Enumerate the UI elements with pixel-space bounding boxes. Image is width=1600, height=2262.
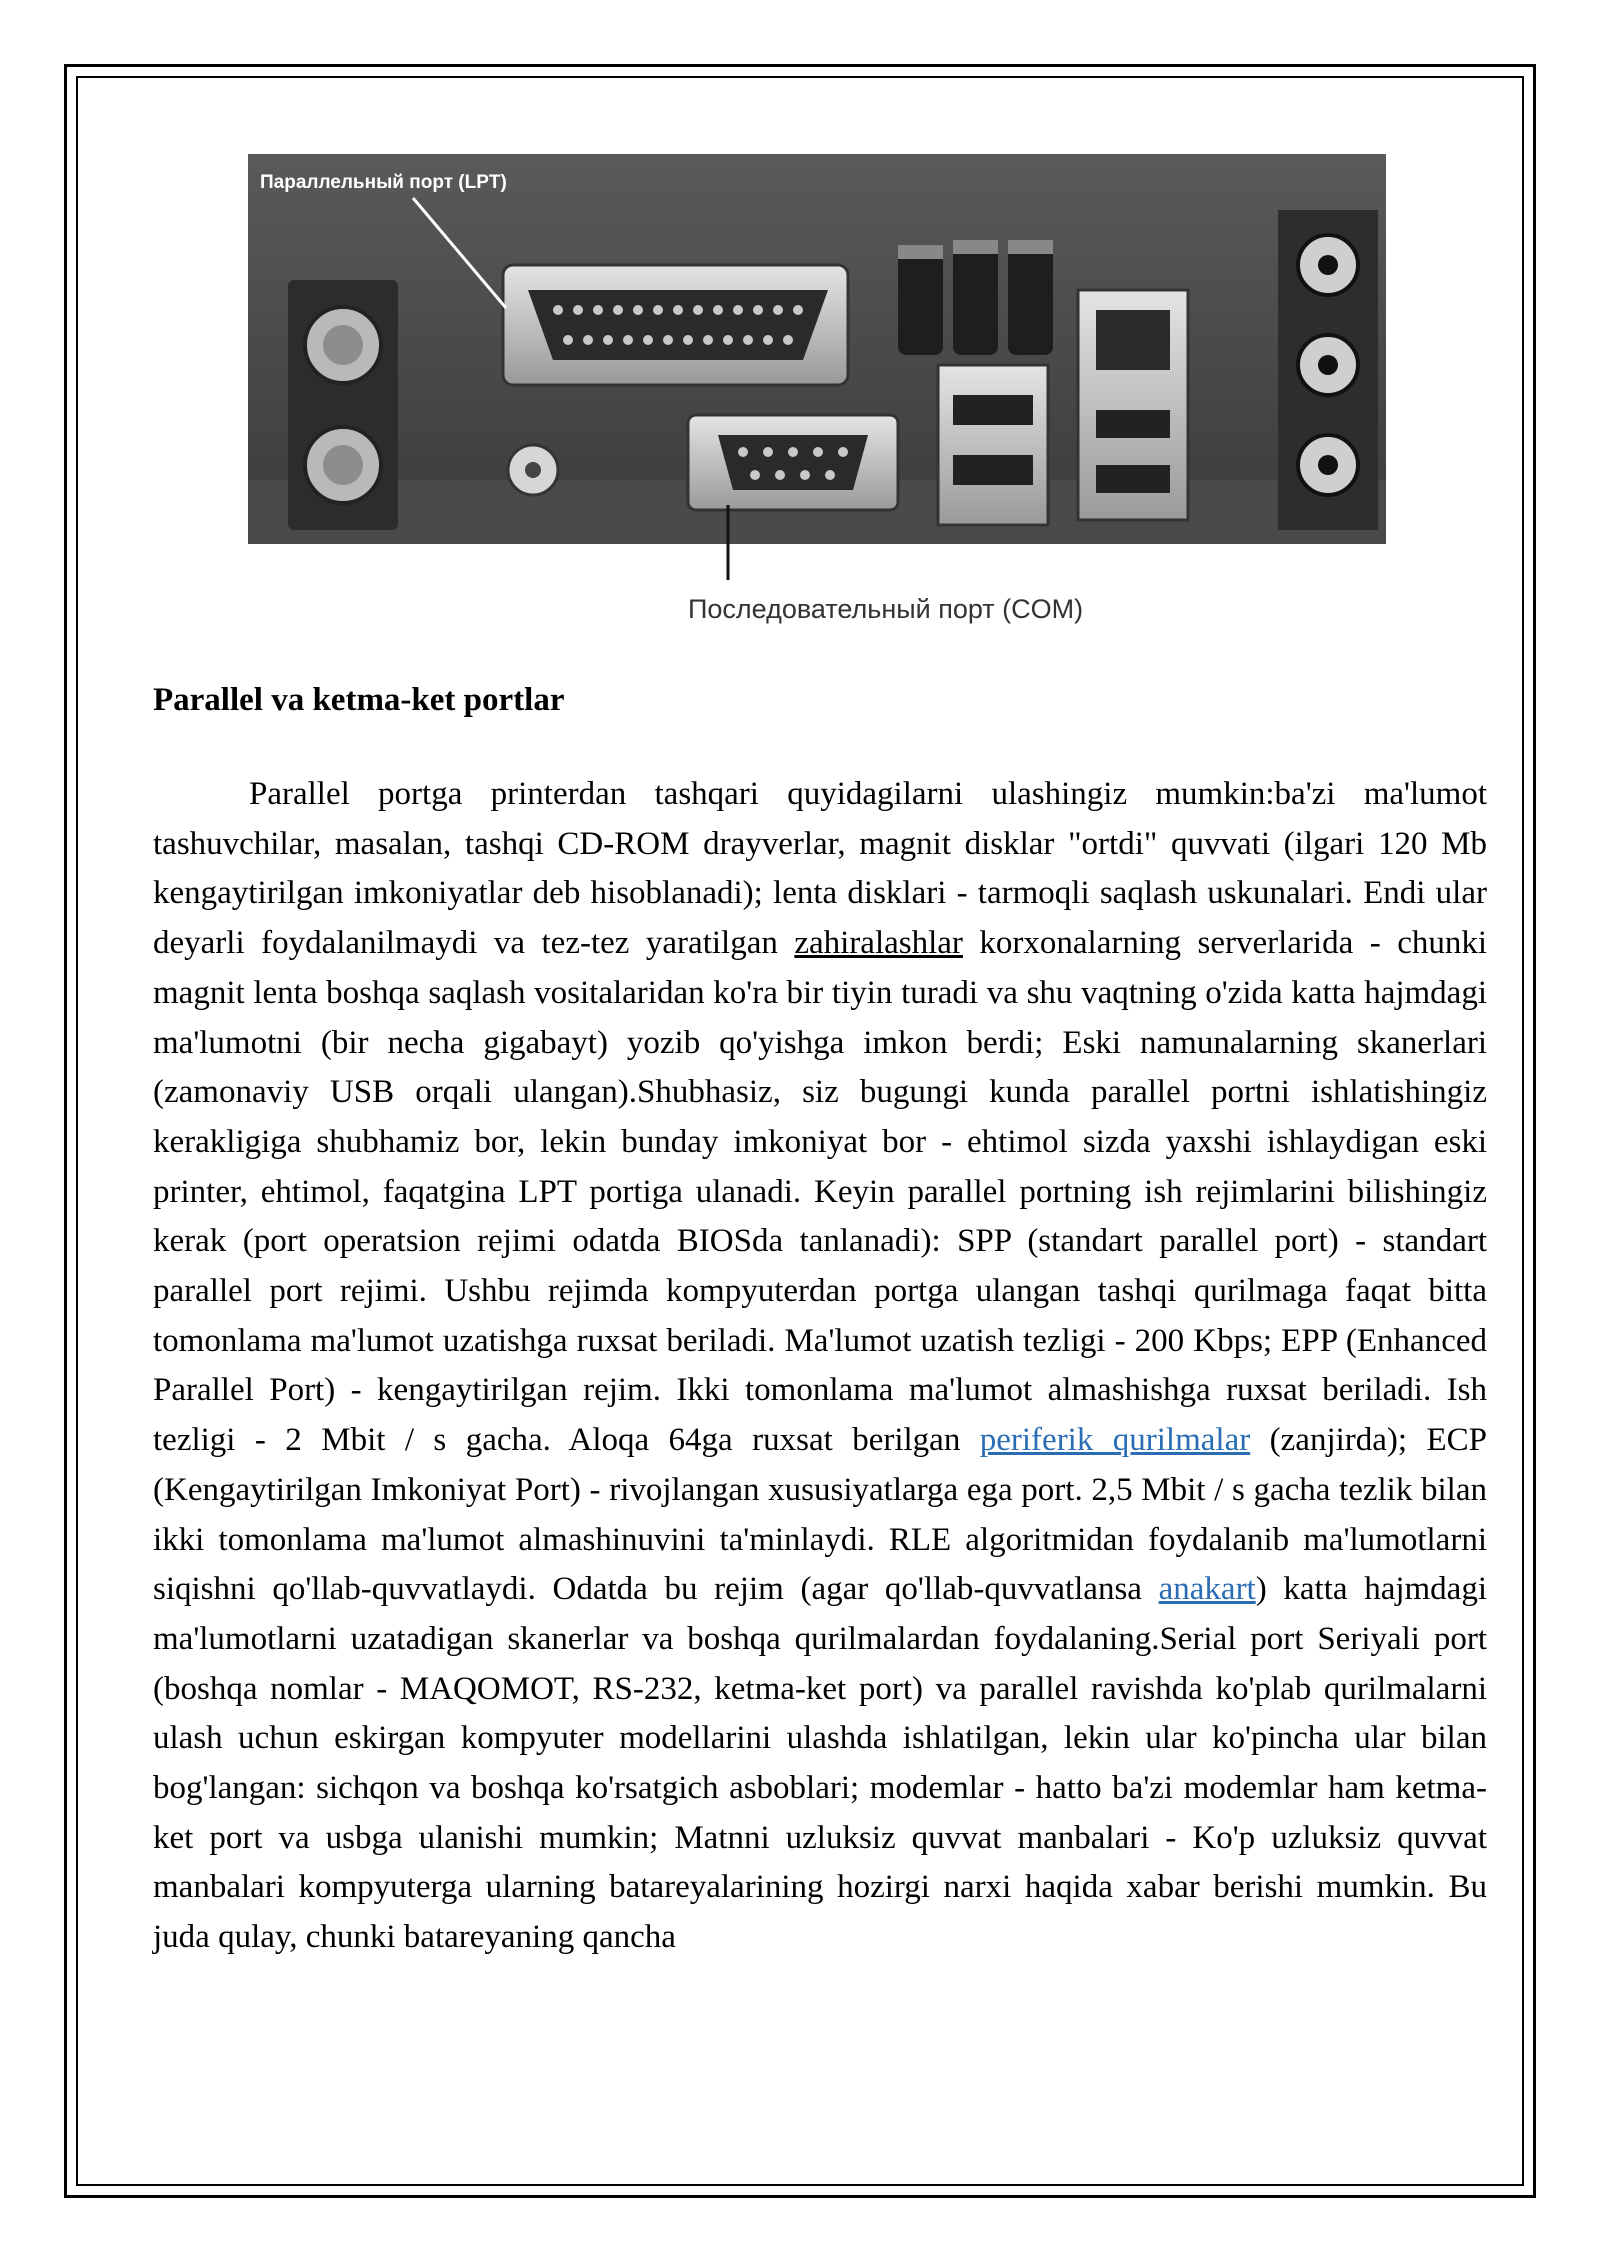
paragraph-text-1: Parallel portga printerdan tashqari quyidagilarni ulashingiz mumkin:ba'zi ma'lumot tashuvchilar, masalan, tashqi CD-ROM drayverlar, magnit disklar "ortdi" quvvati (ilgari 120 Mb kengaytirilgan imkoniyatlar deb hisoblanadi); lenta disklari - tarmoqli saqlash uskunalari. Endi ular deyarli foydalanilmaydi va tez-tez yaratilgan bbox=[153, 776, 1487, 962]
underlined-term: zahiralashlar bbox=[794, 925, 963, 962]
link-anakart[interactable]: anakart bbox=[1158, 1571, 1256, 1608]
paragraph-text-3: (zanjirda); ECP (Kengaytirilgan Imkoniyat Port) - rivojlangan xususiyatlarga ega port. 2,5 Mbit / s gacha tezlik bilan ikki tomonlama ma'lumot almashinuvini ta'minlaydi. RLE algoritmidan foydalanib ma'lumotlarni siqishni qo'llab-quvvatlaydi. Odatda bu rejim (agar qo'llab-quvvatlansa bbox=[153, 1422, 1488, 1608]
usb-ports-left bbox=[938, 365, 1048, 525]
lan-port bbox=[1096, 310, 1170, 370]
lpt-label: Параллельный порт (LPT) bbox=[260, 172, 507, 193]
com-label: Последовательный порт (COM) bbox=[688, 594, 1084, 624]
paragraph-text-2: korxonalarning serverlarida - chunki magnit lenta boshqa saqlash vositalaridan ko'ra bir tiyin turadi va shu vaqtning o'zida katta hajmdagi ma'lumotni (bir necha gigabayt) yozib qo'yishga imkon berdi; Eski namunalarning skanerlari (zamonaviy USB orqali ulangan).Shubhasiz, siz bugungi kunda parallel portni ishlatishingiz kerakligiga shubhamiz bor, lekin bunday imkoniyat bor - ehtimol sizda yaxshi ishlaydigan eski printer, ehtimol, faqatgina LPT portiga ulanadi. Keyin parallel portning ish rejimlarini bilishingiz kerak (port operatsion rejimi odatda BIOSda tanlanadi): SPP (standart parallel port) - standart parallel port rejimi. Ushbu rejimda kompyuterdan portga ulangan tashqi qurilmaga faqat bitta tomonlama ma'lumot uzatishga ruxsat beriladi. Ma'lumot uzatish tezligi - 200 Kbps; EPP (Enhanced Parallel Port) - kengaytirilgan rejim. Ikki tomonlama ma'lumot almashishga ruxsat beriladi. Ish tezligi - 2 Mbit / s gacha. Aloqa 64ga ruxsat berilgan bbox=[153, 925, 1488, 1459]
motherboard-ports-photo bbox=[248, 150, 1388, 640]
section-heading: Parallel va ketma-ket portlar bbox=[153, 682, 565, 718]
capacitors bbox=[898, 240, 1053, 355]
paragraph-text-4: ) katta hajmdagi ma'lumotlarni uzatadigan skanerlar va boshqa qurilmalardan foydalaning.Serial port Seriyali port (boshqa nomlar - MAQOMOT, RS-232, ketma-ket port) va parallel ravishda ko'plab qurilmalarni ulash uchun eskirgan kompyuter modellarini ulashda ishlatilgan, lekin ular ko'pincha ular bilan bog'langan: sichqon va boshqa ko'rsatgich asboblari; modemlar - hatto ba'zi modemlar ham ketma-ket port va usbga ulanishi mumkin; Matnni uzluksiz quvvat manbalari - Ko'p uzluksiz quvvat manbalari kompyuterga ularning batareyalarining hozirgi narxi haqida xabar berishi mumkin. Bu juda qulay, chunki batareyaning qancha bbox=[153, 1571, 1488, 1956]
body-paragraph bbox=[153, 770, 1487, 1963]
link-periferik-qurilmalar[interactable]: periferik qurilmalar bbox=[979, 1422, 1251, 1459]
